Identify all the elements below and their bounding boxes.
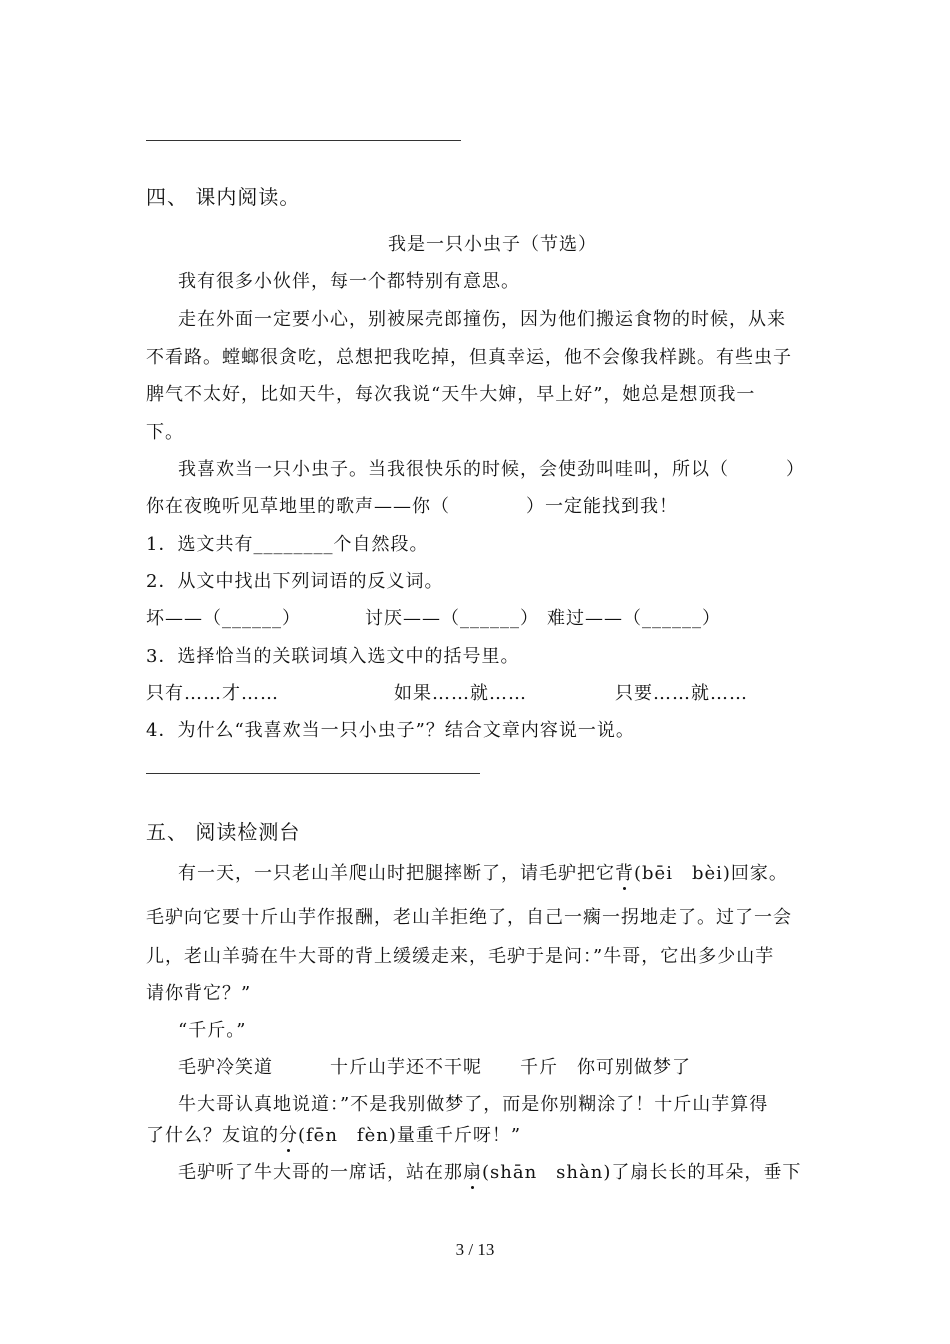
question-1: 1．选文共有________个自然段。 xyxy=(146,534,429,555)
conjunction-option: 只有……才…… xyxy=(146,683,279,704)
paragraph-line: 毛驴向它要十斤山芋作报酬，老山羊拒绝了，自己一瘸一拐地走了。过了一会 xyxy=(146,907,792,928)
page-number: 3 / 13 xyxy=(455,1240,495,1259)
paragraph-line: 不看路。螳螂很贪吃，总想把我吃掉，但真幸运，他不会像我样跳。有些虫子 xyxy=(146,347,792,368)
section-heading: 五、 阅读检测台 xyxy=(146,820,301,844)
paragraph-line: 了什么？友谊的分(fēn fèn)量重千斤呀！” xyxy=(146,1125,522,1146)
paragraph-line: 下。 xyxy=(146,422,184,443)
paragraph-line: 脾气不太好，比如天牛，每次我说“天牛大婶，早上好”，她总是想顶我一 xyxy=(146,384,756,405)
paragraph-line: 毛驴听了牛大哥的一席话，站在那扇(shān shàn)了扇长长的耳朵，垂下 xyxy=(178,1162,802,1183)
paragraph-line: 走在外面一定要小心，别被屎壳郎撞伤，因为他们搬运食物的时候，从来 xyxy=(178,309,786,330)
passage-title: 我是一只小虫子（节选） xyxy=(388,234,597,255)
paragraph-line: 我喜欢当一只小虫子。当我很快乐的时候，会使劲叫哇叫，所以（ ） xyxy=(178,459,805,480)
paragraph-line: 牛大哥认真地说道：”不是我别做梦了，而是你别糊涂了！十斤山芋算得 xyxy=(178,1094,769,1115)
answer-line xyxy=(146,140,461,141)
paragraph-line: 毛驴冷笑道 十斤山芋还不干呢 千斤 你可别做梦了 xyxy=(178,1057,691,1078)
paragraph-line: 儿，老山羊骑在牛大哥的背上缓缓走来，毛驴于是问：”牛哥，它出多少山芋 xyxy=(146,946,775,967)
question-4: 4．为什么“我喜欢当一只小虫子”？结合文章内容说一说。 xyxy=(146,720,635,741)
antonym-item: 难过——（______） xyxy=(547,608,721,629)
paragraph-line: 请你背它？” xyxy=(146,983,252,1004)
paragraph-line: 有一天，一只老山羊爬山时把腿摔断了，请毛驴把它背(bēi bèi)回家。 xyxy=(178,863,788,884)
antonym-item: 讨厌——（______） xyxy=(365,608,539,629)
conjunction-option: 只要……就…… xyxy=(615,683,748,704)
conjunction-option: 如果……就…… xyxy=(394,683,527,704)
question-2: 2．从文中找出下列词语的反义词。 xyxy=(146,571,444,592)
paragraph: 我有很多小伙伴，每一个都特别有意思。 xyxy=(178,271,520,292)
dotted-character: 扇 xyxy=(463,1162,482,1183)
antonym-item: 坏——（______） xyxy=(146,608,301,629)
paragraph-line: 你在夜晚听见草地里的歌声——你（ ）一定能找到我！ xyxy=(146,496,678,517)
question-3: 3．选择恰当的关联词填入选文中的括号里。 xyxy=(146,646,520,667)
paragraph-line: “千斤。” xyxy=(178,1020,247,1041)
answer-line xyxy=(146,773,480,774)
dotted-character: 背 xyxy=(615,863,634,884)
section-heading: 四、 课内阅读。 xyxy=(146,185,301,209)
dotted-character: 分 xyxy=(279,1125,298,1146)
